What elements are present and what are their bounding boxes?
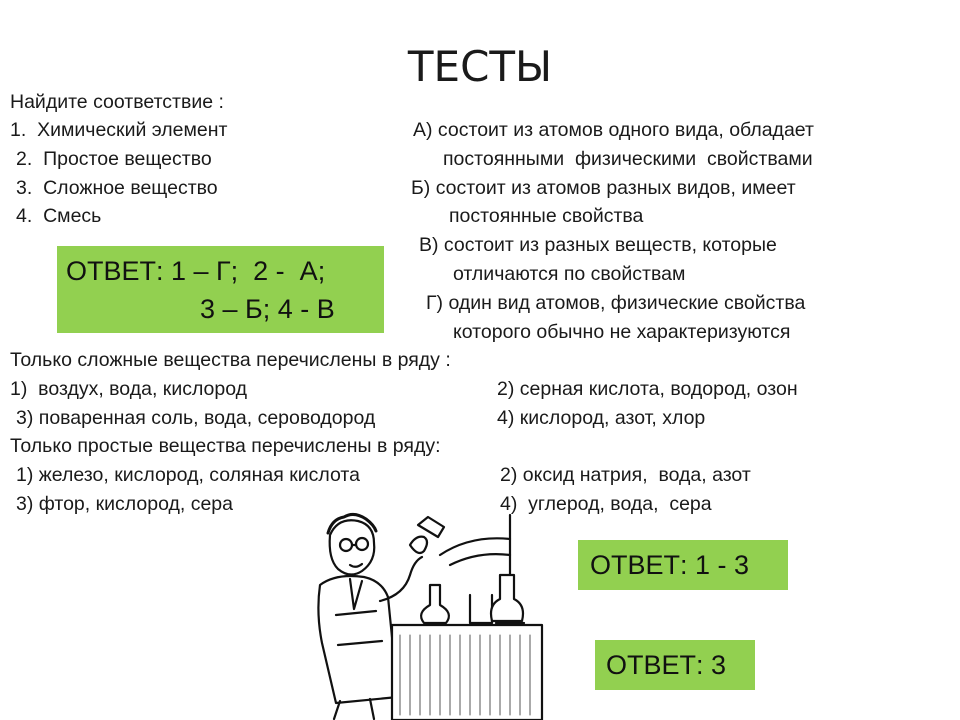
task2-option-1: 1) воздух, вода, кислород (10, 378, 248, 400)
task1-item-2: 2. Простое вещество (16, 148, 212, 170)
task1-option-v: В) состоит из разных веществ, которые (419, 234, 777, 256)
task1-option-v-cont: отличаются по свойствам (453, 263, 686, 285)
task1-item-3: 3. Сложное вещество (16, 177, 218, 199)
page-title: ТЕСТЫ (407, 42, 553, 91)
beaker-icon (470, 595, 492, 623)
task1-heading: Найдите соответствие : (10, 91, 224, 113)
task2-heading: Только сложные вещества перечислены в ряду : (10, 349, 451, 371)
task1-option-g-cont: которого обычно не характеризуются (453, 321, 791, 343)
task1-option-g: Г) один вид атомов, физические свойства (426, 292, 806, 314)
task2-answer: ОТВЕТ: 1 - 3 (590, 550, 750, 580)
task1-option-a: А) состоит из атомов одного вида, обладает (413, 119, 814, 141)
task1-answer-line1: ОТВЕТ: 1 – Г; 2 - А; (66, 256, 326, 286)
task1-item-4: 4. Смесь (16, 205, 102, 227)
task3-option-1: 1) железо, кислород, соляная кислота (16, 464, 360, 486)
task3-option-4: 4) углерод, вода, сера (500, 493, 712, 515)
task1-option-a-cont: постоянными физическими свойствами (443, 148, 813, 170)
task3-answer: ОТВЕТ: 3 (606, 650, 727, 680)
task3-option-3: 3) фтор, кислород, сера (16, 493, 233, 515)
task1-option-b: Б) состоит из атомов разных видов, имеет (411, 177, 796, 199)
task1-item-1: 1. Химический элемент (10, 119, 228, 141)
task1-option-b-cont: постоянные свойства (449, 205, 644, 227)
flask-icon (421, 585, 449, 623)
task1-answer-line2: 3 – Б; 4 - В (200, 294, 335, 324)
chemist-illustration (300, 505, 550, 720)
task1-answer-box (57, 246, 384, 333)
task3-answer-box (595, 640, 755, 690)
task2-option-4: 4) кислород, азот, хлор (497, 407, 706, 429)
task3-option-2: 2) оксид натрия, вода, азот (500, 464, 751, 486)
task2-option-2: 2) серная кислота, водород, озон (497, 378, 798, 400)
task3-heading: Только простые вещества перечислены в ряду: (10, 435, 441, 457)
task2-answer-box (578, 540, 788, 590)
task2-option-3: 3) поваренная соль, вода, сероводород (16, 407, 376, 429)
